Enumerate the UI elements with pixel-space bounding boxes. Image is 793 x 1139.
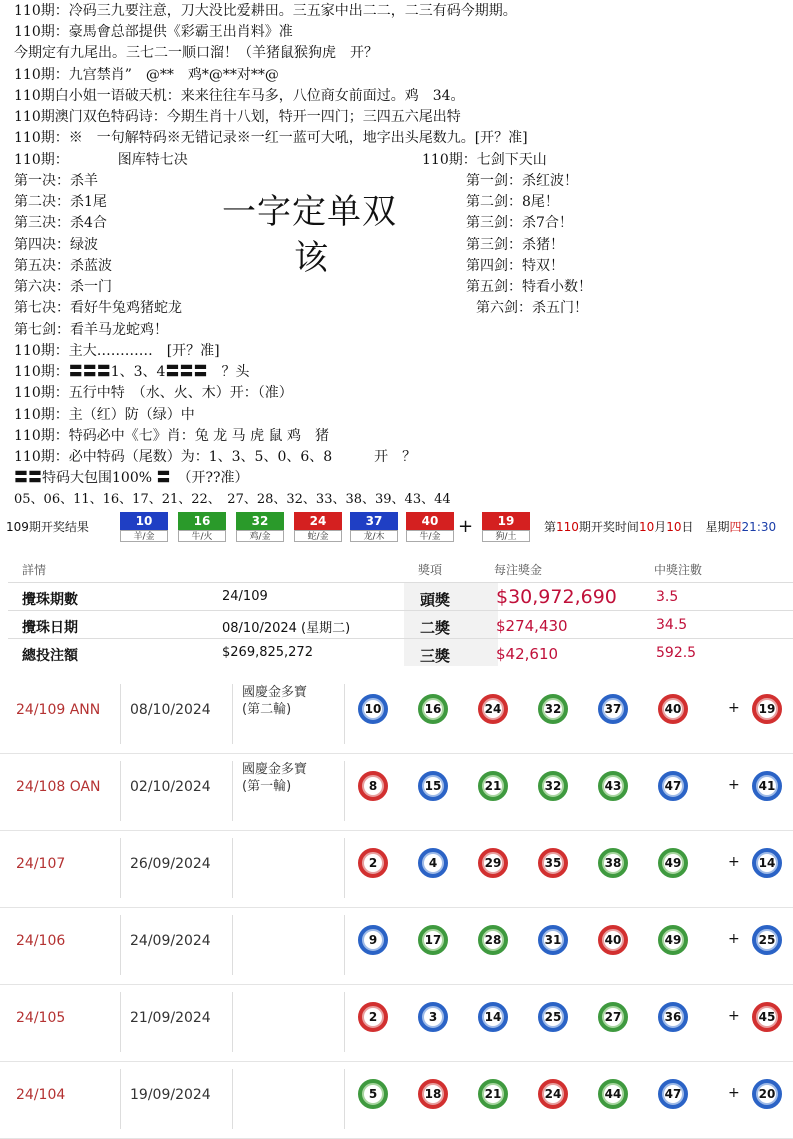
column-divider [344,838,345,898]
plus-sign: + [728,854,740,870]
panel-header [0,552,793,580]
ball-number: 17 [424,933,442,947]
result-ball-zodiac: 鸡/金 [236,530,284,542]
next-draw-month-label: 月 [654,520,667,534]
result-ball-number: 16 [193,514,211,528]
doc-line: 110期：冷码三九要注意，刀大没比爱耕田。三五家中出二二，二三有码今期期。 [14,3,517,19]
ball-number: 24 [544,1087,562,1101]
ball-blue [418,771,448,801]
ball-number: 43 [604,779,622,793]
special-ball [752,771,782,801]
doc-line: 第五决：杀蓝波 [14,258,112,274]
ball-number: 45 [758,1010,776,1024]
result-ball-zodiac: 蛇/金 [294,530,342,542]
column-divider [344,1069,345,1129]
previous-result-bar [0,510,793,544]
ball-green [598,1002,628,1032]
row-grade: 頭獎 [420,591,451,609]
draw-event: 國慶金多寶 (第二輪) [242,685,308,717]
plus-sign: + [728,931,740,947]
ball-green [658,925,688,955]
ball-blue [358,925,388,955]
column-divider [232,915,233,975]
draw-date: 24/09/2024 [130,933,211,949]
ball-number: 2 [364,854,382,872]
doc-line: 第二决：杀1尾 [14,194,107,210]
row-amount: $274,430 [496,617,568,635]
ball-blue [418,1002,448,1032]
ball-red [538,848,568,878]
next-draw-day-label: 日 星期 [681,520,730,534]
ball-blue [538,925,568,955]
draw-row [0,676,793,754]
ball-red [538,1079,568,1109]
ball-red [358,848,388,878]
ball-number: 9 [364,931,382,949]
ball-green [478,771,508,801]
ball-number: 31 [544,933,562,947]
row-count: 3.5 [656,589,679,605]
ball-number: 16 [424,702,442,716]
ball-number: 10 [364,702,382,716]
plus-sign: + [458,516,474,537]
ball-green [538,771,568,801]
ball-green [538,694,568,724]
next-draw-period: 110 [556,520,579,534]
row-key: 總投注額 [22,648,78,664]
draw-number: 24/108 OAN [16,779,101,795]
draw-date: 26/09/2024 [130,856,211,872]
doc-line: 第六决：杀一门 [14,279,112,295]
doc-line: 110期白小姐一语破天机：来来往往车马多，八位商女前面过。鸡 34。 [14,88,465,104]
result-ball [350,512,398,542]
big-headline: 一字定单双 [222,192,397,232]
column-divider [232,761,233,821]
row-amount: $30,972,690 [496,586,617,608]
ball-blue [538,1002,568,1032]
column-divider [120,992,121,1052]
ball-number: 38 [604,856,622,870]
row-grade: 三獎 [420,647,451,665]
special-ball [752,694,782,724]
panel-row [8,638,793,666]
doc-line: 110期：主大………… [开？准] [14,343,220,359]
column-divider [120,684,121,744]
draw-number: 24/109 ANN [16,702,101,718]
ball-number: 41 [758,779,776,793]
ball-number: 4 [424,854,442,872]
draw-row [0,907,793,985]
next-draw-month: 10 [638,520,655,534]
doc-line: 110期：※ 一句解特码※无错记录※一红一蓝可大吼，地字出头尾数九。[开？准] [14,130,528,146]
result-ball [294,512,342,542]
doc-line: 110期：主（红）防（绿）中 [14,407,195,423]
result-ball-zodiac: 牛/火 [178,530,226,542]
next-draw-time [544,518,776,535]
ball-blue [418,848,448,878]
ball-number: 40 [664,702,682,716]
next-draw-mid: 期开奖时间 [578,520,639,534]
draw-row [0,1061,793,1139]
ball-number: 40 [604,933,622,947]
right-line: 第三剑：杀7合！ [466,215,573,231]
ball-number: 47 [664,1087,682,1101]
ball-number: 19 [758,702,776,716]
panel-row [8,582,793,610]
right-line: 第一剑：杀红波！ [466,173,578,189]
ball-red [358,771,388,801]
result-ball [178,512,226,542]
doc-line: 第七决：看好牛兔鸡猪蛇龙 [14,300,182,316]
ball-number: 32 [544,702,562,716]
ball-number: 5 [364,1085,382,1103]
right-line: 110期：七剑下天山 [422,152,547,168]
row-count: 592.5 [656,645,697,661]
draw-number: 24/104 [16,1087,66,1103]
column-divider [232,992,233,1052]
result-ball-number: 40 [421,514,439,528]
draw-row [0,984,793,1062]
draw-history-list [0,676,793,1122]
ball-number: 14 [484,1010,502,1024]
row-value: $269,825,272 [222,645,313,660]
row-amount: $42,610 [496,645,559,663]
ball-number: 44 [604,1087,622,1101]
column-divider [344,761,345,821]
row-count: 34.5 [656,617,688,633]
ball-number: 28 [484,933,502,947]
column-divider [344,684,345,744]
ball-red [358,1002,388,1032]
ball-red [418,1079,448,1109]
ball-number: 24 [484,702,502,716]
plus-sign: + [728,1085,740,1101]
draw-number: 24/105 [16,1010,66,1026]
row-key: 攪珠日期 [22,620,78,636]
result-ball-zodiac: 狗/土 [482,530,530,542]
grade-cell [404,639,498,666]
draw-row [0,753,793,831]
ball-green [478,1079,508,1109]
next-draw-day: 10 [666,520,682,534]
right-line: 第六剑：杀五门！ [476,300,588,316]
special-ball [752,925,782,955]
right-line: 第四剑：特双！ [466,258,564,274]
result-ball-zodiac: 龙/木 [350,530,398,542]
header-amount: 每注獎金 [494,563,543,577]
ball-blue [658,771,688,801]
grade-cell [404,583,498,610]
column-divider [120,838,121,898]
ball-red [598,925,628,955]
result-special-ball [482,512,530,542]
panel-row [8,610,793,638]
plus-sign: + [728,700,740,716]
header-winners: 中獎注數 [654,563,703,577]
prize-panel [0,552,793,670]
ball-green [598,848,628,878]
right-line: 第二剑：8尾！ [466,194,559,210]
header-details: 詳情 [22,563,47,577]
column-divider [232,684,233,744]
draw-number: 24/106 [16,933,66,949]
ball-number: 25 [758,933,776,947]
draw-event: 國慶金多寶 (第一輪) [242,762,308,794]
ball-number: 47 [664,779,682,793]
ball-number: 18 [424,1087,442,1101]
result-ball [236,512,284,542]
draw-row [0,830,793,908]
header-prize: 獎項 [418,563,443,577]
ball-green [418,925,448,955]
doc-line: 110期：五行中特 （水、火、木）开：（准） [14,385,293,401]
ball-red [658,694,688,724]
special-ball [752,1002,782,1032]
ball-number: 35 [544,856,562,870]
doc-line: 第三决：杀4合 [14,215,107,231]
doc-line: 第四决：绿波 [14,237,98,253]
big-headline-2: 该 [294,238,329,278]
next-draw-weekday: 四 [729,520,742,534]
next-draw-clock: 21:30 [741,520,777,534]
row-grade: 二獎 [420,619,451,637]
result-ball-number: 19 [497,514,515,528]
ball-green [658,848,688,878]
next-draw-prefix: 第 [544,520,557,534]
draw-date: 21/09/2024 [130,1010,211,1026]
result-ball-number: 37 [365,514,383,528]
plus-sign: + [728,777,740,793]
ball-number: 49 [664,933,682,947]
ball-number: 21 [484,779,502,793]
column-divider [232,1069,233,1129]
column-divider [344,915,345,975]
ball-green [598,1079,628,1109]
ball-number: 2 [364,1008,382,1026]
plus-sign: + [728,1008,740,1024]
column-divider [120,1069,121,1129]
draw-date: 08/10/2024 [130,702,211,718]
ball-number: 29 [484,856,502,870]
column-divider [232,838,233,898]
result-ball-number: 24 [309,514,327,528]
ball-green [598,771,628,801]
ball-blue [658,1079,688,1109]
ball-number: 14 [758,856,776,870]
result-ball-number: 10 [135,514,153,528]
result-label: 109期开奖结果 [6,520,89,534]
doc-line: 110期：特码必中《七》肖：兔 龙 马 虎 鼠 鸡 猪 [14,428,329,444]
doc-line: 110期澳门双色特码诗：今期生肖十八划，特开一四门；三四五六尾出特 [14,109,461,125]
prediction-document [0,0,793,540]
right-line: 第五剑：特看小数！ [466,279,592,295]
ball-blue [358,694,388,724]
ball-number: 36 [664,1010,682,1024]
doc-line: 110期：九宫禁肖” @** 鸡*@**对**@ [14,67,279,83]
doc-line: 〓〓特码大包围100% 〓 （开??准） [14,470,249,486]
ball-number: 32 [544,779,562,793]
doc-line: 110期：〓〓〓1、3、4〓〓〓 ？头 [14,364,250,380]
result-ball-number: 32 [251,514,269,528]
ball-number: 3 [424,1008,442,1026]
draw-number: 24/107 [16,856,66,872]
doc-line: 第一决：杀羊 [14,173,98,189]
ball-number: 27 [604,1010,622,1024]
doc-line: 110期：必中特码（尾数）为：1、3、5、0、6、8 开 ？ [14,449,417,465]
doc-line: 110期：豪馬會总部提供《彩霸王出肖料》准 [14,24,293,40]
special-ball [752,848,782,878]
doc-line: 110期： 图库特七决 [14,152,188,168]
ball-number: 15 [424,779,442,793]
ball-green [418,694,448,724]
ball-number: 20 [758,1087,776,1101]
row-value: 24/109 [222,589,268,604]
column-divider [120,915,121,975]
column-divider [344,992,345,1052]
result-ball [120,512,168,542]
doc-line: 今期定有九尾出。三七二一顺口溜！（羊猪鼠猴狗虎 开？ [14,45,378,61]
ball-number: 49 [664,856,682,870]
doc-number-list: 05、06、11、16、17、21、22、 27、28、32、33、38、39、43、44 [14,492,451,507]
ball-green [358,1079,388,1109]
result-ball-zodiac: 牛/金 [406,530,454,542]
result-ball [406,512,454,542]
draw-date: 02/10/2024 [130,779,211,795]
row-value: 08/10/2024 (星期二) [222,621,351,636]
grade-cell [404,611,498,638]
doc-line: 第七剑：看羊马龙蛇鸡！ [14,322,168,338]
ball-number: 37 [604,702,622,716]
ball-red [478,694,508,724]
ball-number: 25 [544,1010,562,1024]
ball-number: 8 [364,777,382,795]
ball-blue [478,1002,508,1032]
result-ball-zodiac: 羊/金 [120,530,168,542]
ball-blue [658,1002,688,1032]
draw-date: 19/09/2024 [130,1087,211,1103]
ball-red [478,848,508,878]
ball-number: 21 [484,1087,502,1101]
ball-green [478,925,508,955]
row-key: 攪珠期數 [22,592,78,608]
right-line: 第三剑：杀猪！ [466,237,564,253]
column-divider [120,761,121,821]
ball-blue [598,694,628,724]
special-ball [752,1079,782,1109]
